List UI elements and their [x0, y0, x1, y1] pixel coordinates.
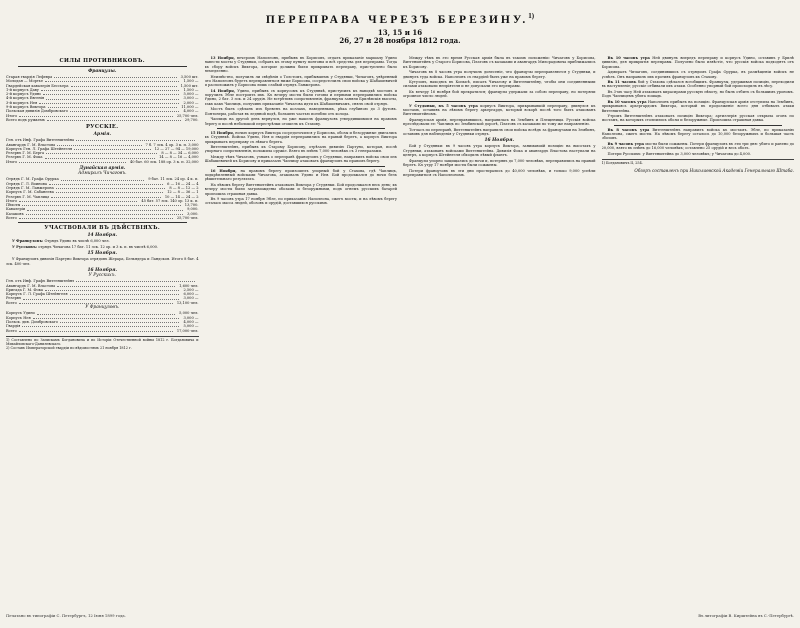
row-value: 9 бат. 11 эск. 24 ор. 4 к. п.	[148, 177, 199, 182]
paragraph	[205, 56, 398, 73]
paragraph-text: на правомъ берегу произошелъ упорный бой у Стахова, гдѣ Чаплицъ, подкрѣпленный войсками Чичагова, атаковалъ Удино и Нея. Бой продолжался до ночи безъ рѣшительнаго результата.	[204, 168, 397, 182]
paragraph-text: Наполеонъ прибылъ на позицію. Французская армія отступила на Зембинъ, прикрываясь арьергардомъ Виктора, который въ продолженіе всего дня отбивалъ атаки Витгенштейна.	[601, 99, 794, 113]
row-value: 1,500 —	[183, 79, 199, 84]
paragraph-text: Витгенштейнъ направилъ войска къ мостамъ. Эбле, по приказанію Наполеона, сжегъ мосты. На лѣвомъ берегу осталось до 10,000 безоружныхъ и большая часть обозовъ.	[601, 127, 794, 141]
row-label: Отрядъ Г. М. Ланжерона	[6, 185, 54, 190]
row-value: 3,000 —	[183, 96, 199, 101]
row-value: 3,000 —	[183, 315, 199, 320]
paragraph-text: мосты были сожжены. Потери французовъ въ эти три дня: убито и ранено до 20,000, взято въ плѣнъ до 16,000 человѣкъ; оставлено 25 орудій и весь обозъ.	[601, 141, 794, 151]
paragraph	[602, 80, 795, 89]
paragraph: Утромъ Витгенштейнъ атаковалъ позицію Виктора; артиллерія русская открыла огонь по мостамъ, на которыхъ столпились обозы и безоружные. Произошла страшная давка.	[601, 114, 794, 123]
row-label: Итого	[6, 113, 18, 118]
row-value: 13,700.	[184, 203, 199, 208]
row-value: 1,600 чел.	[179, 283, 199, 288]
row-label: Авангардъ Г. М. Властова	[6, 142, 56, 147]
paragraph-text: бой у Стахова сдѣлался всеобщимъ. Французы, удерживая позицію, переходили въ наступленіе; русскіе отбивали ихъ атаки. Особенно упорный бой происходилъ въ лѣсу.	[601, 80, 794, 89]
forces-heading: СИЛЫ ПРОТИВНИКОВЪ.	[59, 58, 145, 64]
row-value: 17,000 чел.	[176, 328, 199, 333]
footnote: 1) Богдановичъ II, 254.	[602, 159, 795, 165]
arms-table	[6, 203, 199, 220]
row-value: 8 — 8 — 34 — 6,000	[161, 151, 199, 156]
row-label: Корпусъ Нея	[6, 315, 31, 320]
column-forces	[6, 56, 199, 604]
dateline: 15 Ноября,	[210, 130, 235, 135]
paragraph	[602, 56, 795, 69]
row-value: 4,000 —	[183, 109, 199, 114]
paragraph: Потери Русскихъ: у Витгенштейна до 3,000 человѣкъ; у Чичагова до 4,000.	[607, 151, 752, 156]
french-table	[6, 75, 199, 118]
row-label: Отрядъ Г. Л. Воинова	[6, 181, 48, 186]
dateline: Въ 10 часовъ утра	[607, 99, 647, 104]
row-label: Итого	[6, 198, 18, 203]
paragraph: Мостъ былъ сдѣланъ изъ бревенъ на козлахъ, наведенныхъ, рѣка глубиною до 3 футовъ. Понтонеры, работая въ ледяной водѣ, большею частью погибли отъ холода.	[204, 107, 397, 116]
army-heading: Армія.	[93, 132, 111, 138]
row-value: 3,000 —	[183, 296, 199, 301]
nov14-heading: 14 Ноября.	[87, 233, 117, 239]
row-label: Ген. отъ Инф. Графъ Витгенштейнъ	[6, 279, 75, 284]
row-value: 8 — 8 — 12 — 2	[169, 185, 199, 190]
nov15-heading: 15 Ноября.	[87, 251, 117, 257]
paragraph: Чаплицъ на другой день вернулся, но уже нашелъ французовъ утвердившимися на правомъ берегу и послѣ небольшой перестрѣлки отошелъ къ Стахову.	[204, 117, 397, 126]
divider	[18, 66, 187, 67]
russian-heading: РУССКІЕ.	[86, 124, 119, 131]
paragraph: Между тѣмъ въ это время Русская армія была въ такомъ положеніи: Чичаговъ у Борисова, Витгенштейнъ у Старого Борисова, Платовъ съ казаками и авангардъ Милорадовича приближались къ Борисову.	[403, 56, 596, 69]
nov14-french	[6, 239, 199, 243]
french-total-value: 29,700.	[184, 117, 199, 122]
paragraph	[602, 128, 795, 141]
row-label: 4-й корпусъ Евгенія	[6, 96, 45, 101]
paragraph: Витгенштейнъ, прибывъ къ Старому Борисову, отрѣзалъ дивизію Партуно, которая, послѣ упорнаго сопротивленія, положила оружіе. Взято въ плѣнъ 7,000 человѣкъ съ 3 генералами.	[204, 145, 397, 154]
row-value: 6 — 16 — 24 — 4	[167, 181, 199, 186]
dateline: 14 Ноября,	[210, 88, 236, 93]
compiler-signature: Обзоръ составленъ при Николаевской Академіи Генеральнаго Штаба.	[634, 168, 794, 174]
paragraph: Кутузовъ, находясь въ Копысѣ, писалъ Чичагову и Витгенштейну, чтобы они соединенными силами атаковали непріятеля и не допускали его переправы.	[403, 80, 596, 89]
row-label: Польская дивизія Домбровскаго	[6, 109, 68, 114]
danube-heading: Дунайская армія.	[79, 166, 126, 172]
row-label: Резервъ Г. М. Чаплица	[6, 194, 50, 199]
paragraph: Бой у Студянки: въ 9 часовъ утра корпусъ Виктора, занимавшій позицію на высотахъ у Студянки, атакованъ войсками Витгенштейна. Дивизія Фока и авангардъ Властова наступали на центръ, а корпусъ Штейнгеля обходилъ лѣвый флангъ.	[403, 144, 596, 158]
row-label: Корпусъ Удино	[6, 311, 35, 316]
row-label: Гвардейская кавалерія Бессьера	[6, 83, 69, 88]
paragraph	[403, 104, 596, 117]
row-value: 11,000 —	[181, 105, 199, 110]
paragraph: Потери французовъ въ эти дни простирались до 40,000 человѣкъ, и только 9,000 успѣли переправиться съ Наполеономъ.	[403, 168, 596, 177]
divider	[415, 101, 584, 102]
paragraph	[205, 89, 398, 106]
row-label: Резервъ	[6, 296, 22, 301]
row-label: 1-й корпусъ Даву	[6, 87, 39, 92]
french-total-row	[6, 118, 199, 122]
row-label: Отрядъ Г. М. Графа Орурка	[6, 177, 59, 182]
lithographer-imprint: Въ литографіи В. Кирштейна въ С.-Петербургѣ.	[698, 613, 794, 618]
table-row	[6, 216, 199, 220]
nov16-french-table	[6, 311, 199, 332]
row-label: Резервъ Г. М. Берга	[6, 151, 45, 156]
printer-imprint: Печатано въ типографіи С. Петербургъ, 12 Іюня 1899 года.	[6, 613, 126, 618]
row-label: Всего	[6, 300, 17, 305]
dateline: Въ 9 часовъ утра	[607, 141, 644, 146]
row-value: 1,500 шт.	[180, 83, 199, 88]
french-total-label: Всего подъ ружьемъ	[6, 117, 46, 122]
nov16-heading: 16 Ноября.	[87, 267, 117, 273]
row-label: Всего	[6, 216, 17, 221]
row-value: 5,000 —	[183, 324, 199, 329]
dateline: У Студянки, въ 5 часовъ утра	[409, 103, 478, 108]
nov14-french-label: У Французовъ:	[12, 239, 44, 244]
row-value: 13,100 чел.	[176, 300, 199, 305]
footnotes	[6, 336, 199, 350]
row-label: Бригада Г. М. Фока	[6, 287, 44, 292]
paragraph-text: корпусъ Виктора, прикрывавшій переправу, двинулся къ мостамъ, оставивъ на лѣвомъ берегу арьергардъ, который вскорѣ послѣ того былъ атакованъ Витгенштейномъ.	[403, 103, 596, 117]
row-label: Кавалеріи	[6, 207, 26, 212]
row-label: 3-й корпусъ Нея	[6, 100, 38, 105]
paragraph	[602, 142, 795, 151]
footer	[6, 610, 794, 622]
row-value: 10 — 14 — 24 — 2	[164, 194, 199, 199]
columns	[6, 56, 794, 604]
row-label: Польск. див. Домбровскаго	[6, 319, 58, 324]
nov16-french-heading: У Французовъ.	[85, 305, 120, 311]
paragraph: Неизвѣстно, получилъ ли свѣдѣнія о Толстомъ, прибывшемъ у Студянки, Чичаговъ, увѣренный что Наполеонъ будетъ переправляться ниже Борисова, сосредоточилъ свои войска у Шабашевичей и расположилъ у Борисова лишь слабый отрядъ Ланжерона.	[204, 74, 397, 88]
danube-commander: Адмиралъ Чичаговъ.	[78, 171, 127, 177]
row-value: 6,000 —	[183, 292, 199, 297]
row-value: 25,700 чел.	[176, 216, 199, 221]
paragraph-text: вечеромъ Наполеонъ, прибывъ въ Борисовъ, отдалъ приказаніе маршалу Удино навести мосты у Студянки, собравъ къ этому пункту понтоны и всѣ средства для переправы. Тогда къ сбору войскъ Виктора, которые должны были прикрывать переправу, приступлено было немедленно.	[204, 56, 397, 74]
row-value: 25,700 чел.	[176, 113, 199, 118]
row-label: Резервъ Г. М. Фока	[6, 155, 43, 160]
row-label: Молодая — Мортье	[6, 79, 44, 84]
row-value: 12 — 27 — 94 — 19,000	[154, 146, 199, 151]
nov14-russian-label: У Русскихъ:	[12, 244, 38, 249]
row-label: Гвардія	[6, 324, 21, 329]
column-narrative-1	[205, 56, 398, 604]
paragraph: Тотчасъ по переправѣ, Витгенштейнъ направилъ свои войска вслѣдъ за французами на Зембинъ, оставивъ для наблюденія у Студянки отрядъ.	[403, 127, 596, 137]
nov16-russian-heading: У Русскихъ.	[88, 272, 116, 278]
row-value: 2,000 —	[183, 100, 199, 105]
dateline: Въ 8 часовъ утра	[607, 127, 650, 132]
row-value: 40 бат. 60 эск. 188 ор. 3 к. п. 32,000	[129, 159, 199, 164]
paragraph-text: ночью корпусъ Виктора сосредоточился у Борисова, обозы и безоружные двигались къ Студянкѣ. Войска Удино, Нея и гвардія переправились на правый берегъ, а корпусъ Виктора прикрывалъ переправу съ лѣваго берега.	[204, 130, 397, 144]
paragraph: Французы упорно защищались до ночи и, потерявъ до 7,000 человѣкъ, переправились на правый берегъ. Къ утру 17 ноября мосты были сожжены.	[403, 158, 596, 167]
row-value: 5,000 чел.	[179, 311, 199, 316]
row-value: 45 бат. 57 эск. 140 ор. 13 к. п.	[141, 198, 199, 203]
paragraph: Между тѣмъ Чичаговъ, узнавъ о переправѣ французовъ у Студянки, направилъ войска свои изъ Шабашевичей къ Борисову и приказалъ Чаплицу атаковать французовъ на правомъ берегу.	[204, 155, 397, 164]
danube-table	[6, 177, 199, 203]
nov16-heading: 16 Ноября.	[484, 138, 514, 144]
paragraph	[602, 100, 795, 113]
title-text: ПЕРЕПРАВА ЧЕРЕЗЪ БЕРЕЗИНУ.	[265, 13, 529, 26]
row-value: 7 б. 7 эск. 4 ор. 3 к. п. 3,000	[145, 142, 199, 147]
french-heading: Французы.	[88, 69, 117, 74]
row-value: 12 — 8 — 36 — 1	[167, 190, 199, 195]
divider	[614, 125, 783, 126]
row-value: 5,000 —	[183, 92, 199, 97]
row-value: 2,500 —	[183, 287, 199, 292]
nov14-french-text: Отрядъ Удино въ числѣ 6,000 чел.	[44, 239, 110, 244]
dates-block	[6, 29, 794, 45]
army-table	[6, 138, 199, 164]
row-label: Всего	[6, 328, 17, 333]
paragraph: Въ 9 часовъ утра 17 ноября Эбле, по приказанію Наполеона, сжегъ мосты, и на лѣвомъ берегу осталась масса людей, обозовъ и орудій, доставшихся русскимъ.	[204, 197, 397, 206]
paragraph: Чичаговъ въ 8 часовъ утра получилъ донесеніе, что французы переправляются у Студянки, и двинулъ туда войска. Наполеонъ съ гвардіей былъ уже на правомъ берегу.	[403, 70, 596, 79]
broadsheet-page	[6, 6, 794, 622]
paragraph: Къ вечеру 16 ноября бой прекратился; французы удержали за собою переправу, но потеряли огромное число людей.	[403, 89, 596, 99]
paragraph: Адмиралъ Чичаговъ, соединившись съ отрядомъ Графа Орурка, въ размѣщеніи войскъ не успѣлъ. Онъ направилъ ихъ противъ французовъ къ Стахову.	[601, 70, 794, 79]
dateline: 16 Ноября,	[210, 168, 237, 173]
paragraph: На лѣвомъ берегу Витгенштейнъ атаковалъ Виктора у Студянки. Бой продолжался весь день; къ вечеру мосты были загромождены обозами и безоружными, подъ огнемъ русскихъ батарей произошла страшная давка.	[204, 182, 397, 196]
column-narrative-3	[602, 56, 795, 604]
header	[6, 12, 794, 58]
row-label: Пѣхоты	[6, 203, 21, 208]
row-label: Корпусъ Г. Л. Графа Штейнгеля	[6, 292, 68, 297]
page-title	[6, 12, 794, 26]
nov14-russian	[6, 245, 199, 249]
paragraph-text: Ней двинулъ впередъ переправу и корпусъ Удино, оставивъ у Брилѣ дивизію, для прикрытія переправы. Получено было извѣстіе, что русскія войска подходятъ отъ Борисова.	[601, 56, 794, 69]
column-narrative-2	[403, 56, 596, 604]
row-label: Старая гвардія Лефевра	[6, 75, 53, 79]
row-value: 3,000.	[187, 211, 199, 216]
row-value: 4,000 —	[183, 319, 199, 324]
participants-heading: УЧАСТВОВАЛИ ВЪ ДѢЙСТВІЯХЪ.	[44, 225, 161, 232]
footnote-2: 2) Составъ Императорской гвардіи по вѣдомостямъ 21 ноября 1812 г.	[6, 345, 132, 350]
row-label: 2-й корпусъ Удино	[6, 92, 42, 97]
paragraph: Французская армія, переправившись, направилась на Зембинъ и Плещеницы. Русскія войска преслѣдовали ее: Чаплицъ по Зембинской дорогѣ, Платовъ съ казаками по тому же направленію.	[403, 117, 596, 127]
paragraph-text: Удино, прибывъ съ корпусомъ къ Студянкѣ, приступилъ къ наводкѣ мостовъ и поручилъ Эбле построить ихъ. Къ вечеру мосты были готовы и первыми переправились войска Удино, 2 бат. 3 эск. и 24 орудія. Не встрѣтивъ сопротивленія, французы заняли Брилѣвскія высоты, такъ какъ Чаплицъ, получивъ приказаніе Чичагова идти къ Шабашевичамъ, снялъ свой отрядъ.	[204, 88, 397, 106]
dateline: 13 Ноября,	[210, 56, 235, 60]
row-value: 3,500 шт.	[180, 75, 199, 79]
footnote-1: 1) Составлено по Запискамъ Богдановича и по Исторіи Отечественной войны 1812 г. Богдановича и Михайловскаго-Данилевскаго.	[6, 337, 199, 346]
divider	[217, 166, 386, 167]
paragraph	[205, 131, 398, 144]
row-label: Корпусъ Ген. Л. Графа Штейнгеля	[6, 146, 73, 151]
dateline: Въ 11 часовъ	[607, 80, 637, 85]
row-label: Казаковъ	[6, 211, 24, 216]
row-label: 9-й корпусъ Виктора	[6, 105, 46, 110]
nov16-russian-table	[6, 279, 199, 305]
dateline: Въ 10 часовъ утра	[607, 56, 650, 60]
divider	[18, 222, 187, 223]
table-row	[6, 160, 199, 164]
paragraph	[205, 169, 398, 182]
nov15-text: У Французовъ дивизія Партуно Виктора отрядовъ Жерара, Бельядера и Ландскоя. Итого 8 бат. 4 эск. 400 чел.	[6, 257, 199, 266]
row-label: Итого	[6, 159, 18, 164]
row-label: Ген. отъ Инф. Графа Витгенштейна	[6, 138, 75, 143]
row-value: 9,000.	[187, 207, 199, 212]
nov14-russian-text: отрядъ Чичагова 17 бат. 11 эск. 12 ор. и 3 к. п. въ числѣ 6,000.	[38, 244, 159, 249]
dates-line-1: 13, 15 и 16	[377, 27, 423, 37]
row-value: 1,500 —	[183, 87, 199, 92]
table-row	[6, 329, 199, 333]
divider	[217, 128, 386, 129]
paragraph: Въ 3-мъ часу Ней атаковалъ кирасирами русскую пѣхоту, но былъ отбитъ съ большимъ урономъ. Подъ Чаплицемъ убита лошадь.	[601, 89, 794, 99]
title-footnote-mark: 1)	[528, 12, 535, 20]
row-label: Авангардъ Г. М. Властова	[6, 283, 56, 288]
row-value: 14 — 8 — 16 — 4,000	[159, 155, 199, 160]
dates-line-2: 26, 27 и 28 ноября 1812 года.	[339, 35, 461, 45]
row-label: Корпусъ Г. М. Сабанеева	[6, 190, 54, 195]
